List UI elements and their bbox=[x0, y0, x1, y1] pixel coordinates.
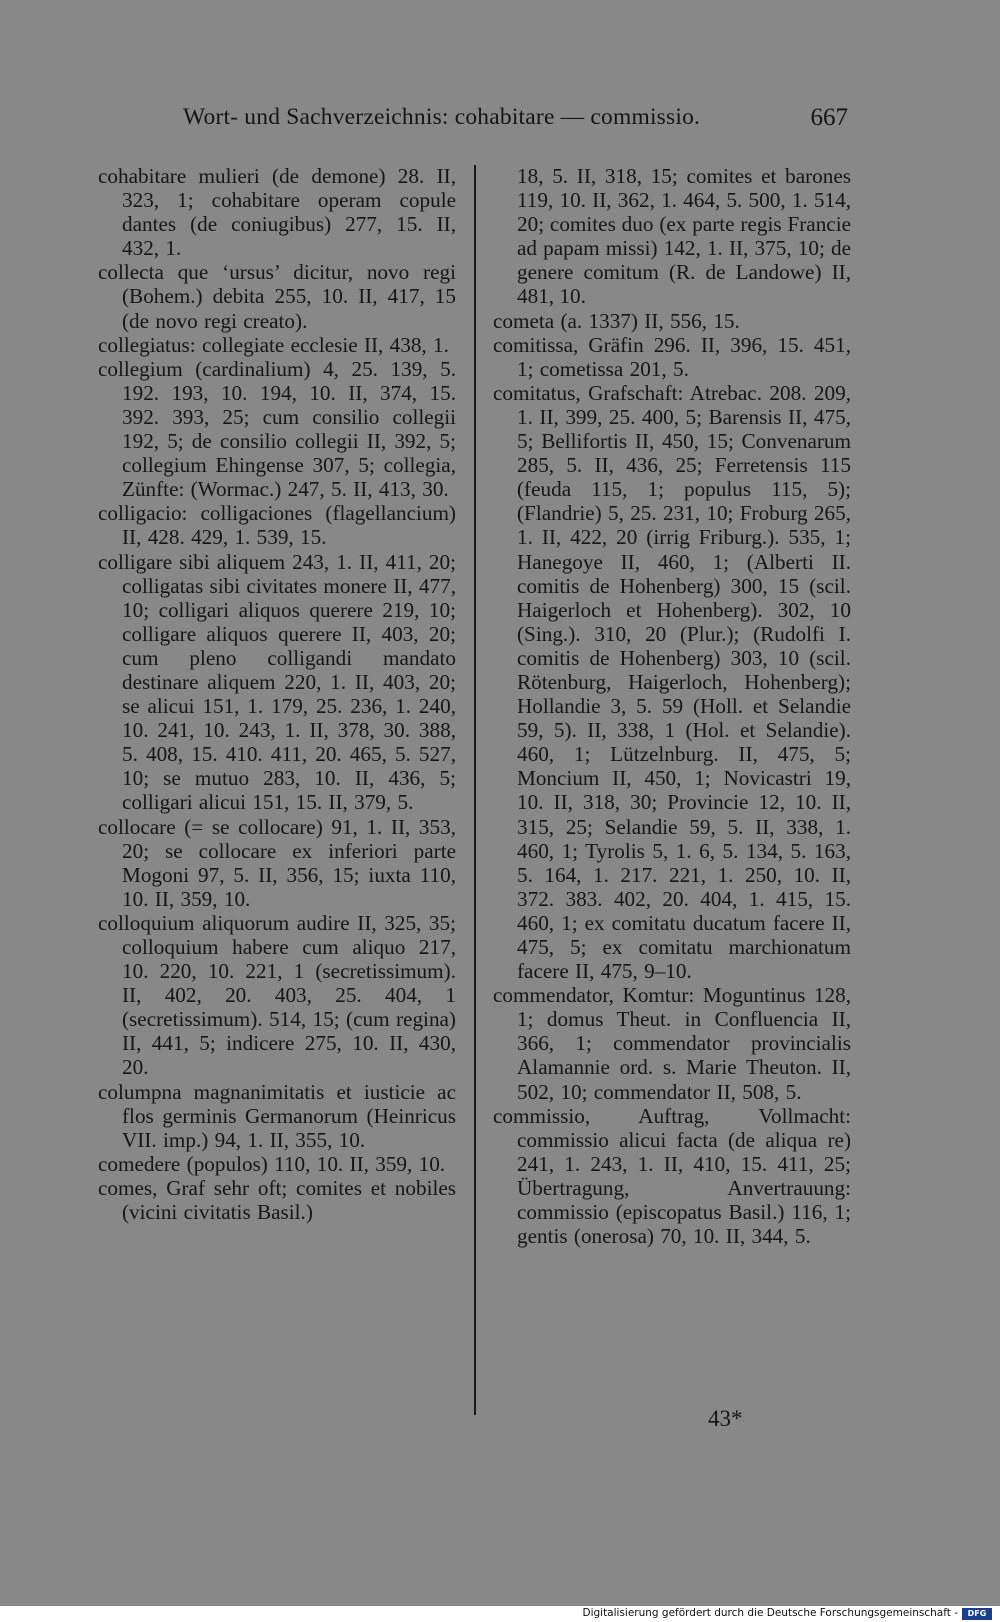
index-entry: columpna magnanimitatis et iusticie ac flos germinis Germanorum (Heinricus VII. imp.) 94, 1. II, 355, 10. bbox=[98, 1079, 456, 1152]
index-entry: colligare sibi aliquem 243, 1. II, 411, 20; colligatas sibi civitates monere II, 477, 10; colligari aliquos querere 219, 10; colligare aliquos querere II, 403, 20; cum pleno colligandi mandato destinare aliquem 220, 1. II, 403, 20; se alicui 151, 1. 179, 25. 236, 1. 240, 10. 241, 10. 243, 1. II, 378, 30. 388, 5. 408, 15. 410. 411, 20. 465, 5. 527, 10; se mutuo 283, 10. II, 436, 5; colligari alicui 151, 15. II, 379, 5. bbox=[98, 549, 456, 815]
index-entry: comitatus, Grafschaft: Atrebac. 208. 209, 1. II, 399, 25. 400, 5; Barensis II, 475, 5; Bellifortis II, 450, 15; Convenarum 285, 5. II, 436, 25; Ferretensis 115 (feuda 115, 1; populus 115, 5); (Flandrie) 5, 25. 231, 10; Froburg 265, 1. II, 422, 20 (irrig Friburg.). 535, 1; Hanegoye II, 460, 1; (Alberti II. comitis de Hohenberg) 300, 15 (scil. Haigerloch et Hohenberg). 302, 10 (Sing.). 310, 20 (Plur.); (Rudolfi I. comitis de Hohenberg) 303, 10 (scil. Rötenburg, Haigerloch, Hohenberg); Hollandie 3, 5. 59 (Holl. et Selandie 59, 5). II, 338, 1 (Hol. et Selandie). 460, 1; Lützelnburg. II, 475, 5; Moncium II, 450, 1; Novicastri 19, 10. II, 318, 30; Provincie 12, 10. II, 315, 25; Selandie 59, 5. II, 338, 1. 460, 1; Tyrolis 5, 1. 6, 5. 134, 5. 163, 5. 164, 1. 217. 221, 1. 250, 10. II, 372. 383. 402, 20. 404, 1. 415, 15. 460, 1; ex comitatu ducatum facere II, 475, 5; ex comitatu marchionatum facere II, 475, 9–10. bbox=[493, 380, 851, 984]
index-entry: cohabitare mulieri (de demone) 28. II, 323, 1; cohabitare operam copule dantes (de coniugibus) 277, 15. II, 432, 1. bbox=[98, 164, 456, 261]
column-divider bbox=[474, 165, 476, 1415]
index-entry: collocare (= se collocare) 91, 1. II, 353, 20; se collocare ex inferiori parte Mogoni 97, 5. II, 356, 15; iuxta 110, 10. II, 359, 10. bbox=[98, 814, 456, 911]
index-entry: collegiatus: collegiate ecclesie II, 438, 1. bbox=[98, 332, 449, 357]
funding-credit: Digitalisierung gefördert durch die Deutsche Forschungsgemeinschaft - bbox=[582, 1607, 958, 1619]
signature-mark: 43* bbox=[708, 1406, 743, 1431]
index-entry: comitissa, Gräfin 296. II, 396, 15. 451, 1; cometissa 201, 5. bbox=[493, 332, 851, 381]
right-column bbox=[493, 164, 851, 1248]
page-number: 667 bbox=[810, 104, 848, 131]
index-entry: commissio, Auftrag, Vollmacht: commissio alicui facta (de aliqua re) 241, 1. 243, 1. II, 410, 15. 411, 25; Übertragung, Anvertrauung: commissio (episcopatus Basil.) 116, 1; gentis (onerosa) 70, 10. II, 344, 5. bbox=[493, 1103, 851, 1249]
index-entry: collecta que ‘ursus’ dicitur, novo regi (Bohem.) debita 255, 10. II, 417, 15 (de novo regi creato). bbox=[98, 260, 456, 333]
index-entry: comes, Graf sehr oft; comites et nobiles (vicini civitatis Basil.) bbox=[98, 1175, 456, 1225]
footer-bar bbox=[0, 1606, 1000, 1622]
left-column bbox=[98, 164, 456, 1224]
index-entry: colligacio: colligaciones (flagellancium) II, 428. 429, 1. 539, 15. bbox=[98, 501, 456, 550]
index-entry: comedere (populos) 110, 10. II, 359, 10. bbox=[98, 1151, 446, 1176]
continued-entry: 18, 5. II, 318, 15; comites et barones 119, 10. II, 362, 1. 464, 5. 500, 1. 514, 20; comites duo (ex parte regis Francie ad papam missi) 142, 1. II, 375, 10; de genere comitum (R. de Landowe) II, 481, 10. bbox=[517, 164, 851, 309]
dfg-logo-icon: DFG bbox=[962, 1608, 992, 1620]
index-entry: commendator, Komtur: Moguntinus 128, 1; domus Theut. in Confluencia II, 366, 1; commendator provincialis Alamannie ord. s. Marie Theuton. II, 502, 10; commendator II, 508, 5. bbox=[493, 983, 851, 1104]
index-entry: colloquium aliquorum audire II, 325, 35; colloquium habere cum aliquo 217, 10. 220, 10. 221, 1 (secretissimum). II, 402, 20. 403, 25. 404, 1 (secretissimum). 514, 15; (cum regina) II, 441, 5; indicere 275, 10. II, 430, 20. bbox=[98, 910, 456, 1080]
running-header bbox=[183, 104, 848, 138]
index-entry: cometa (a. 1337) II, 556, 15. bbox=[493, 308, 740, 333]
index-entry: collegium (cardinalium) 4, 25. 139, 5. 192. 193, 10. 194, 10. II, 374, 15. 392. 393, 25; cum consilio collegii 192, 5; de consilio collegii II, 392, 5; collegium Ehingense 307, 5; collegia, Zünfte: (Wormac.) 247, 5. II, 413, 30. bbox=[98, 356, 456, 502]
header-title: Wort- und Sachverzeichnis: cohabitare — commissio. bbox=[183, 104, 701, 130]
